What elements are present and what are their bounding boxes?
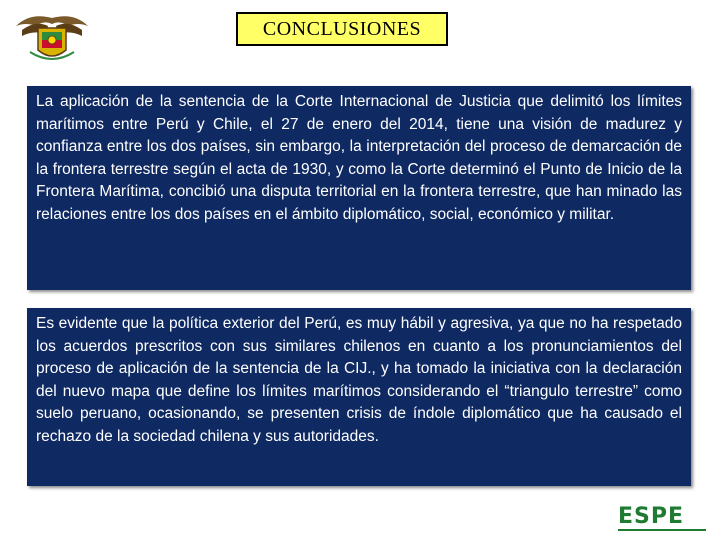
crest-emblem-icon [8, 6, 96, 68]
logo-underline-icon [618, 529, 706, 532]
conclusion-paragraph-2: Es evidente que la política exterior del Perú, es muy hábil y agresiva, ya que no ha respetado los acuerdos prescritos con sus similares chilenos en cuanto a los pronunciamientos del proceso de aplicación de la sentencia de la CIJ., y ha tomado la iniciativa con la declaración del nuevo mapa que define los límites marítimos considerando el “triangulo terrestre” como suelo peruano, ocasionando, se presenten crisis de índole diplomático que ha causado el rechazo de la sociedad chilena y sus autoridades. [36, 315, 682, 445]
slide-title-box [236, 12, 448, 46]
conclusion-block-1 [27, 86, 691, 290]
espe-logo [618, 506, 708, 536]
espe-logo-underline [618, 529, 708, 533]
conclusion-block-2 [27, 308, 691, 486]
slide-title: CONCLUSIONES [262, 17, 422, 40]
espe-logo-text: ESPE [618, 504, 685, 529]
crest-caption [16, 64, 86, 68]
conclusion-paragraph-1: La aplicación de la sentencia de la Corte Internacional de Justicia que delimitó los límites marítimos entre Perú y Chile, el 27 de enero del 2014, tiene una visión de madurez y confianza entre los dos países, sin embargo, la interpretación del proceso de demarcación de la frontera terrestre según el acta de 1930, y como la Corte determinó el Punto de Inicio de la Frontera Marítima, concibió una disputa territorial en la frontera terrestre, que han minado las relaciones entre los dos países en el ámbito diplomático, social, económico y militar. [36, 93, 682, 223]
